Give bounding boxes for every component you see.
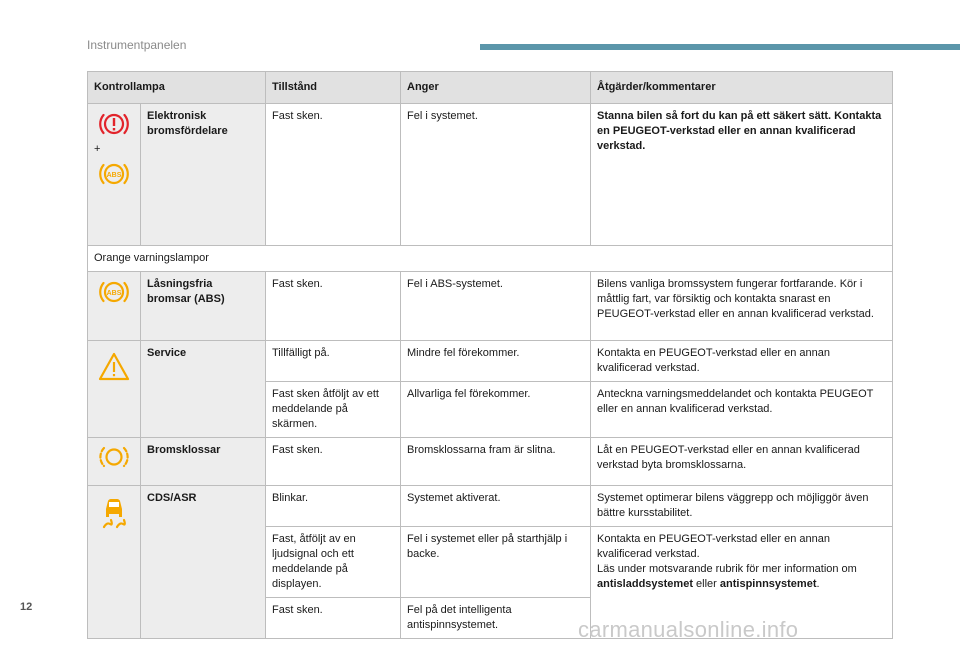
- abs-icon: [97, 277, 131, 307]
- action-cell: Stanna bilen så fort du kan på ett säkert sätt. Kontakta en PEUGEOT-verkstad eller en annan kvalificerad verkstad.: [591, 104, 893, 246]
- meaning-cell: Bromsklossarna fram är slitna.: [401, 438, 591, 486]
- table-row: [88, 438, 893, 486]
- state-cell: Fast sken åtföljt av ett meddelande på skärmen.: [266, 382, 401, 438]
- state-cell: Fast sken.: [266, 272, 401, 341]
- action-text: .: [816, 578, 820, 590]
- meaning-cell: Fel på det intelligenta antispinnsystemet.: [401, 598, 591, 639]
- section-title: Instrumentpanelen: [87, 38, 187, 52]
- column-header-lamp: Kontrollampa: [88, 72, 266, 104]
- lamp-icon-cell: [88, 341, 141, 438]
- action-cell: Låt en PEUGEOT-verkstad eller en annan kvalificerad verkstad byta bromsklossarna.: [591, 438, 893, 486]
- warning-lamps-table: [87, 71, 893, 639]
- brake-pads-icon: [97, 443, 131, 471]
- column-header-state: Tillstånd: [266, 72, 401, 104]
- action-cell: Kontakta en PEUGEOT-verkstad eller en annan kvalificerad verkstad.: [591, 341, 893, 382]
- stability-control-icon: [97, 493, 131, 529]
- lamp-label: CDS/ASR: [141, 486, 266, 639]
- state-cell: Fast sken.: [266, 104, 401, 246]
- lamp-label: Elektronisk bromsfördelare: [141, 104, 266, 246]
- header-accent-bar: [480, 44, 960, 50]
- meaning-cell: Systemet aktiverat.: [401, 486, 591, 527]
- action-emphasis: antisladdsystemet: [597, 578, 693, 590]
- table-row: [88, 486, 893, 527]
- svg-text:ABS: ABS: [106, 290, 122, 297]
- meaning-cell: Mindre fel förekommer.: [401, 341, 591, 382]
- action-emphasis: antispinnsystemet: [719, 578, 817, 590]
- svg-text:ABS: ABS: [106, 172, 122, 179]
- action-text: eller: [696, 578, 717, 590]
- lamp-label: Låsningsfria bromsar (ABS): [141, 272, 266, 341]
- table-row: [88, 246, 893, 272]
- meaning-cell: Fel i systemet eller på starthjälp i backe.: [401, 527, 591, 598]
- section-heading-orange-lamps: Orange varningslampor: [88, 246, 893, 272]
- lamp-icon-cell: [88, 104, 141, 246]
- lamp-icon-cell: [88, 272, 141, 341]
- table-row: [88, 104, 893, 246]
- action-cell: Anteckna varningsmeddelandet och kontakta PEUGEOT eller en annan kvalificerad verkstad.: [591, 382, 893, 438]
- lamp-icon-cell: [88, 438, 141, 486]
- state-cell: Fast sken.: [266, 598, 401, 639]
- page-number: 12: [20, 601, 33, 613]
- lamp-label: Service: [141, 341, 266, 438]
- meaning-cell: Fel i ABS-systemet.: [401, 272, 591, 341]
- plus-sign: +: [94, 143, 101, 155]
- state-cell: Tillfälligt på.: [266, 341, 401, 382]
- service-warning-triangle-icon: [97, 350, 131, 384]
- action-text: Läs under motsvarande rubrik för mer information om: [597, 563, 857, 575]
- state-cell: Fast sken.: [266, 438, 401, 486]
- meaning-cell: Fel i systemet.: [401, 104, 591, 246]
- meaning-cell: Allvarliga fel förekommer.: [401, 382, 591, 438]
- lamp-icon-cell: [88, 486, 141, 639]
- column-header-meaning: Anger: [401, 72, 591, 104]
- action-cell: Systemet optimerar bilens väggrepp och möjliggör även bättre kursstabilitet.: [591, 486, 893, 527]
- state-cell: Blinkar.: [266, 486, 401, 527]
- table-row: [88, 341, 893, 382]
- lamp-label: Bromsklossar: [141, 438, 266, 486]
- action-text: Kontakta en PEUGEOT-verkstad eller en annan kvalificerad verkstad.: [597, 533, 830, 560]
- abs-icon: [97, 159, 131, 189]
- state-cell: Fast, åtföljt av en ljudsignal och ett meddelande på displayen.: [266, 527, 401, 598]
- watermark: carmanualsonline.info: [578, 617, 799, 642]
- table-row: [88, 272, 893, 341]
- brake-warning-icon: [97, 109, 131, 139]
- table-header-row: [88, 72, 893, 104]
- action-cell: Bilens vanliga bromssystem fungerar fortfarande. Kör i måttlig fart, var försiktig och kontakta snarast en PEUGEOT-verkstad eller en annan kvalificerad verkstad.: [591, 272, 893, 341]
- column-header-action: Åtgärder/kommentarer: [591, 72, 893, 104]
